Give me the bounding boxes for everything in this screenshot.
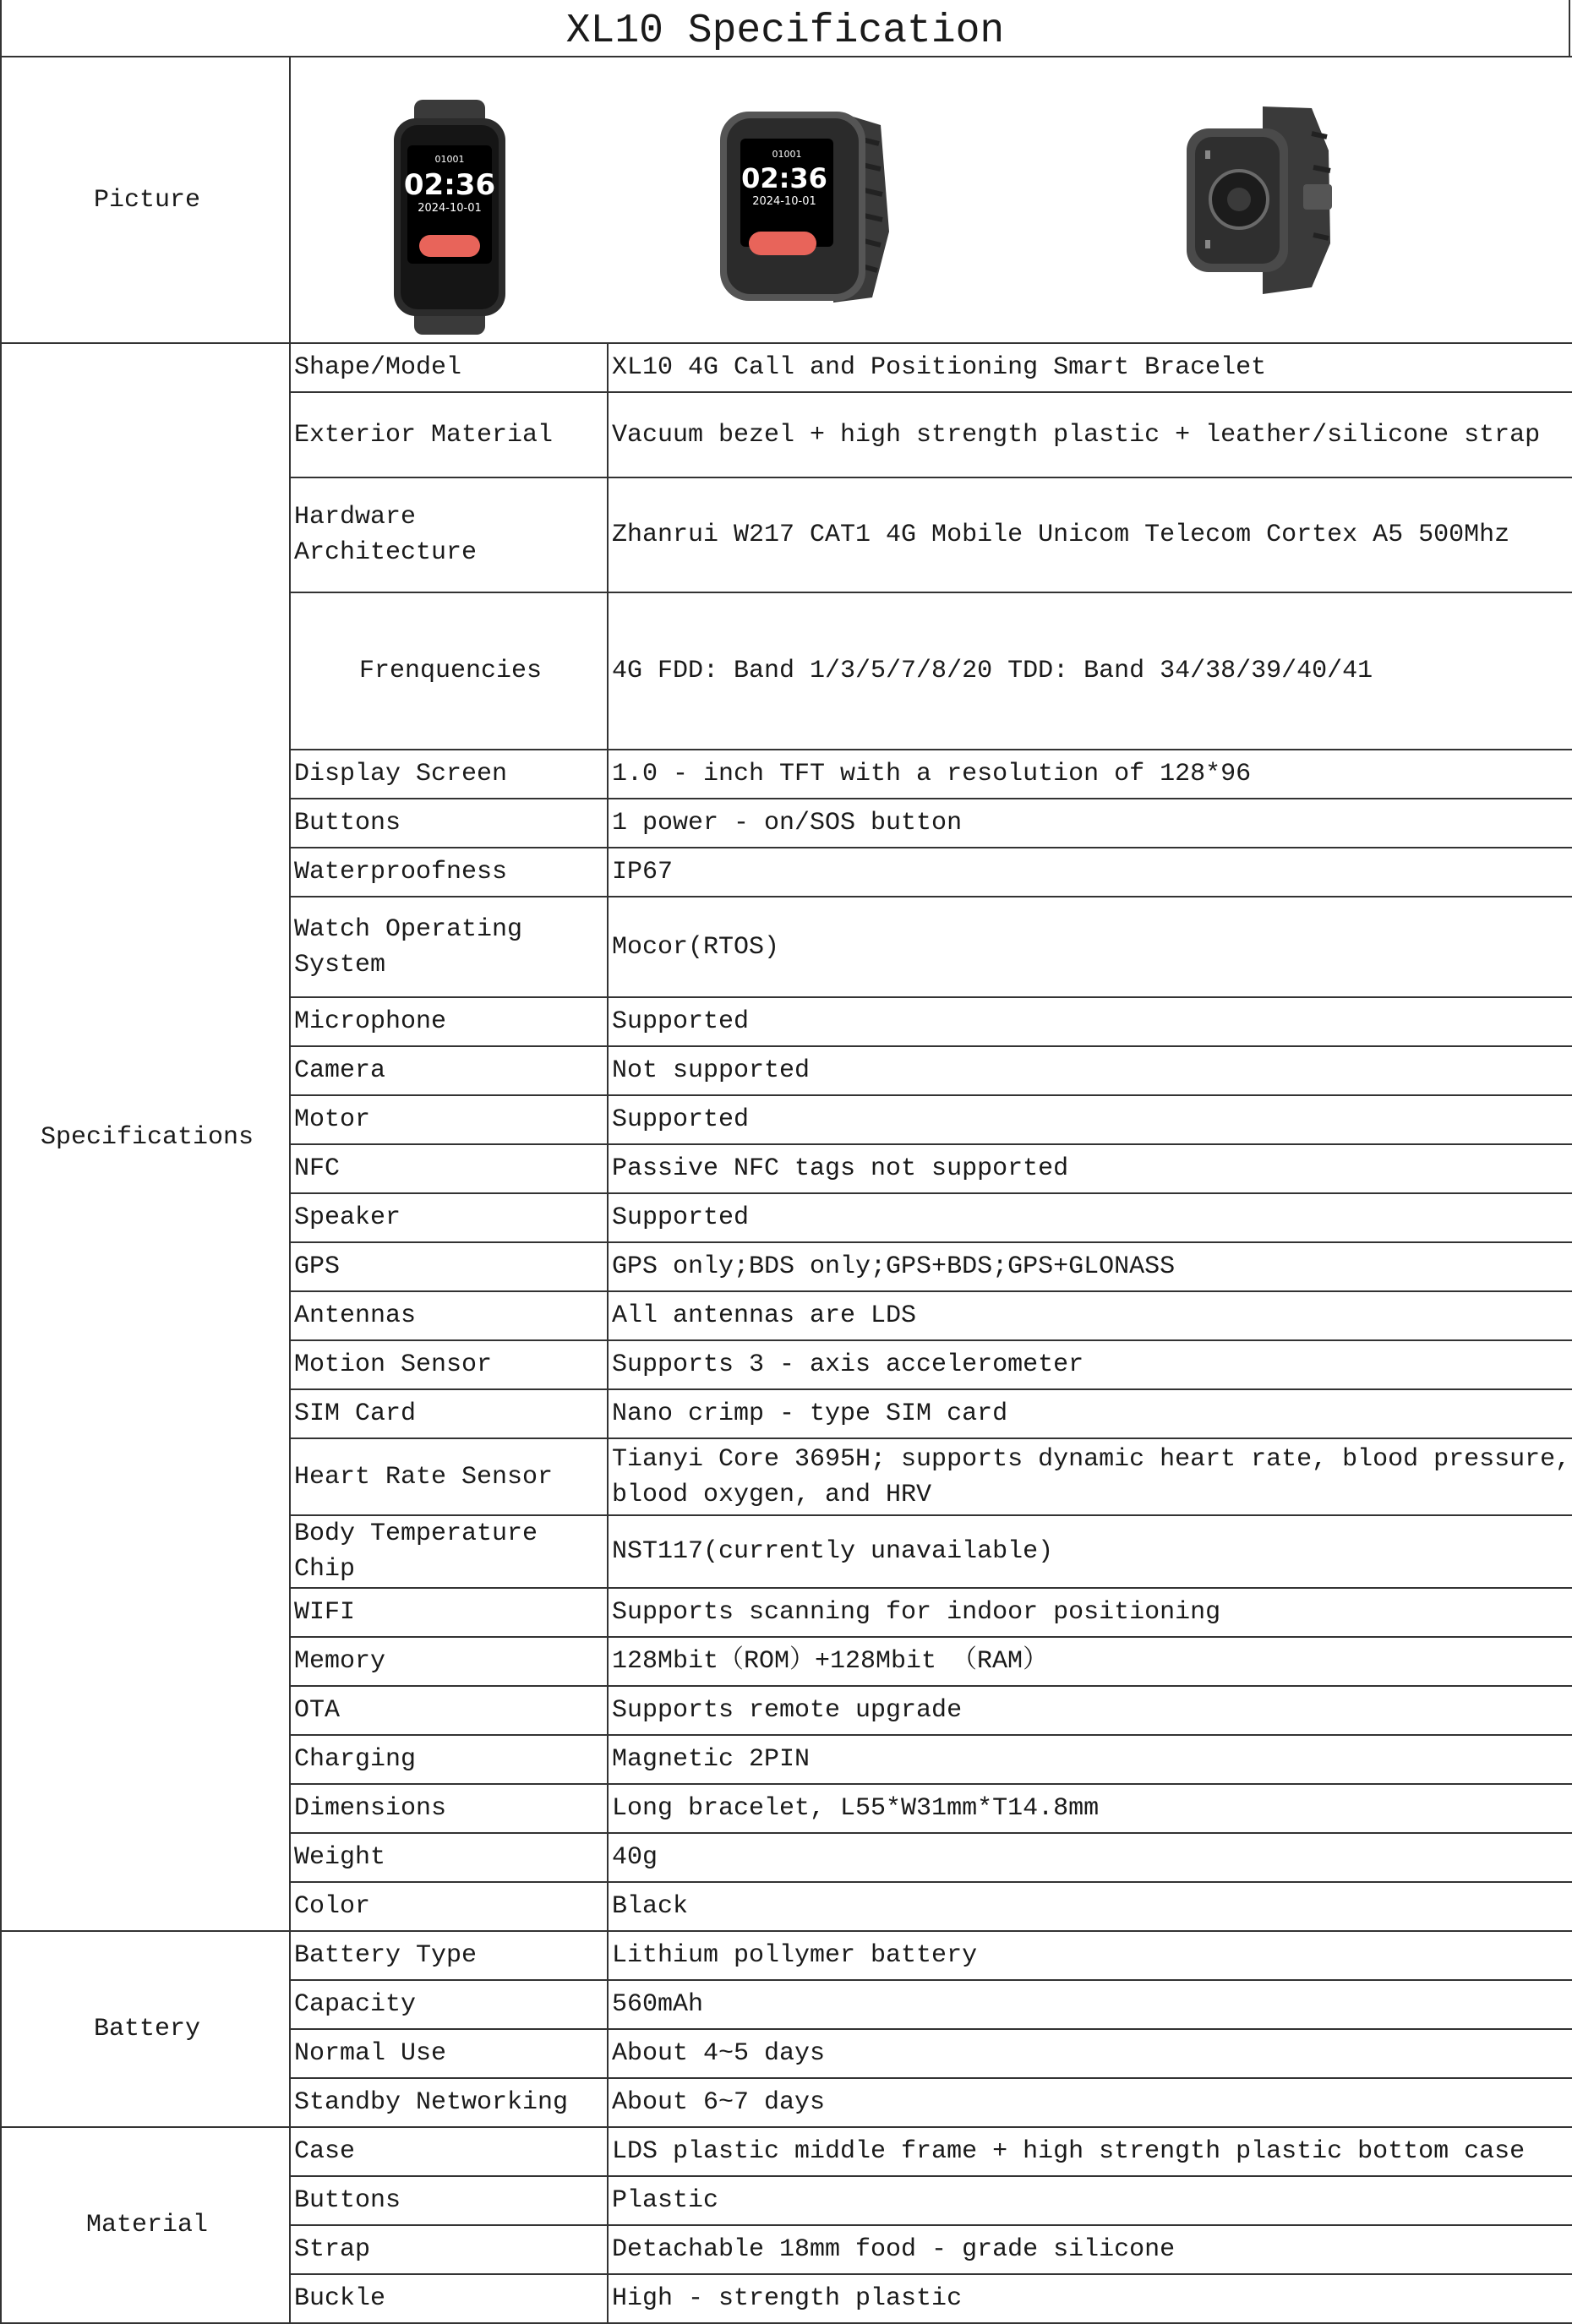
spec-label: Motion Sensor (290, 1340, 608, 1389)
spec-value: About 6~7 days (608, 2078, 1572, 2127)
spec-label: Watch Operating System (290, 897, 608, 997)
watch-angled-status: 01001 (772, 149, 802, 160)
spec-value: Mocor(RTOS) (608, 897, 1572, 997)
spec-label: OTA (290, 1686, 608, 1735)
spec-value: LDS plastic middle frame + high strength plastic bottom case (608, 2127, 1572, 2176)
spec-label: Standby Networking (290, 2078, 608, 2127)
spec-label: Buttons (290, 799, 608, 848)
spec-value: Supports scanning for indoor positioning (608, 1588, 1572, 1637)
spec-value: XL10 4G Call and Positioning Smart Bracelet (608, 343, 1572, 392)
spec-value: Not supported (608, 1046, 1572, 1095)
spec-label: NFC (290, 1144, 608, 1193)
watch-time-text: 02:36 (403, 168, 496, 202)
picture-label: Picture (1, 57, 290, 343)
spec-value: Plastic (608, 2176, 1572, 2225)
spec-value: About 4~5 days (608, 2029, 1572, 2078)
spec-label: Shape/Model (290, 343, 608, 392)
spec-label: Camera (290, 1046, 608, 1095)
spec-value: 1 power - on/SOS button (608, 799, 1572, 848)
spec-label: Frenquencies (290, 592, 608, 750)
spec-value: Supports remote upgrade (608, 1686, 1572, 1735)
watch-back-image (1185, 100, 1354, 301)
group-material: Material (1, 2127, 290, 2323)
spec-label: Buttons (290, 2176, 608, 2225)
watch-status-text: 01001 (434, 154, 465, 165)
spec-label: Dimensions (290, 1784, 608, 1833)
spec-label: Battery Type (290, 1931, 608, 1980)
group-battery: Battery (1, 1931, 290, 2127)
spec-label: Display Screen (290, 750, 608, 799)
spec-label: Case (290, 2127, 608, 2176)
spec-label: SIM Card (290, 1389, 608, 1438)
watch-angled-image (715, 105, 894, 308)
spec-table (0, 56, 1572, 2324)
spec-value: Supports 3 - axis accelerometer (608, 1340, 1572, 1389)
watch-date-text: 2024-10-01 (418, 202, 482, 215)
spec-value: Supported (608, 997, 1572, 1046)
spec-value: GPS only;BDS only;GPS+BDS;GPS+GLONASS (608, 1242, 1572, 1291)
spec-label: WIFI (290, 1588, 608, 1637)
spec-label: Charging (290, 1735, 608, 1784)
spec-value: Black (608, 1882, 1572, 1931)
spec-label: Memory (290, 1637, 608, 1686)
spec-value: Long bracelet, L55*W31mm*T14.8mm (608, 1784, 1572, 1833)
spec-value: 128Mbit（ROM）+128Mbit （RAM） (608, 1637, 1572, 1686)
spec-value: Supported (608, 1095, 1572, 1144)
spec-label: Body Temperature Chip (290, 1515, 608, 1588)
spec-value: 560mAh (608, 1980, 1572, 2029)
spec-value: NST117(currently unavailable) (608, 1515, 1572, 1588)
spec-label: Speaker (290, 1193, 608, 1242)
spec-label: Waterproofness (290, 848, 608, 897)
spec-label: Normal Use (290, 2029, 608, 2078)
spec-value: Vacuum bezel + high strength plastic + leather/silicone strap (608, 392, 1572, 477)
product-pictures (290, 57, 1572, 343)
spec-label: Antennas (290, 1291, 608, 1340)
group-specifications: Specifications (1, 343, 290, 1931)
spec-value: 40g (608, 1833, 1572, 1882)
spec-label: Motor (290, 1095, 608, 1144)
spec-label: Microphone (290, 997, 608, 1046)
spec-value: Zhanrui W217 CAT1 4G Mobile Unicom Telecom Cortex A5 500Mhz (608, 477, 1572, 592)
picture-row (1, 57, 1572, 343)
spec-value: Nano crimp - type SIM card (608, 1389, 1572, 1438)
spec-label: GPS (290, 1242, 608, 1291)
spec-row (1, 343, 1572, 392)
watch-angled-time: 02:36 (741, 162, 827, 194)
spec-label: Heart Rate Sensor (290, 1438, 608, 1515)
spec-label: Strap (290, 2225, 608, 2274)
spec-label: Hardware Architecture (290, 477, 608, 592)
spec-label: Buckle (290, 2274, 608, 2323)
watch-front-image (390, 100, 509, 335)
spec-row (1, 2127, 1572, 2176)
spec-value: Passive NFC tags not supported (608, 1144, 1572, 1193)
spec-value: Supported (608, 1193, 1572, 1242)
spec-label: Color (290, 1882, 608, 1931)
document-title: XL10 Specification (0, 0, 1570, 56)
spec-label: Capacity (290, 1980, 608, 2029)
spec-value: High - strength plastic (608, 2274, 1572, 2323)
spec-value: IP67 (608, 848, 1572, 897)
spec-value: Tianyi Core 3695H; supports dynamic heart rate, blood pressure, blood oxygen, and HRV (608, 1438, 1572, 1515)
spec-value: Lithium pollymer battery (608, 1931, 1572, 1980)
spec-label: Weight (290, 1833, 608, 1882)
spec-row (1, 1931, 1572, 1980)
spec-value: Detachable 18mm food - grade silicone (608, 2225, 1572, 2274)
spec-value: All antennas are LDS (608, 1291, 1572, 1340)
spec-value: 4G FDD: Band 1/3/5/7/8/20 TDD: Band 34/38/39/40/41 (608, 592, 1572, 750)
spec-value: Magnetic 2PIN (608, 1735, 1572, 1784)
spec-label: Exterior Material (290, 392, 608, 477)
watch-angled-date: 2024-10-01 (752, 195, 816, 208)
spec-value: 1.0 - inch TFT with a resolution of 128*96 (608, 750, 1572, 799)
